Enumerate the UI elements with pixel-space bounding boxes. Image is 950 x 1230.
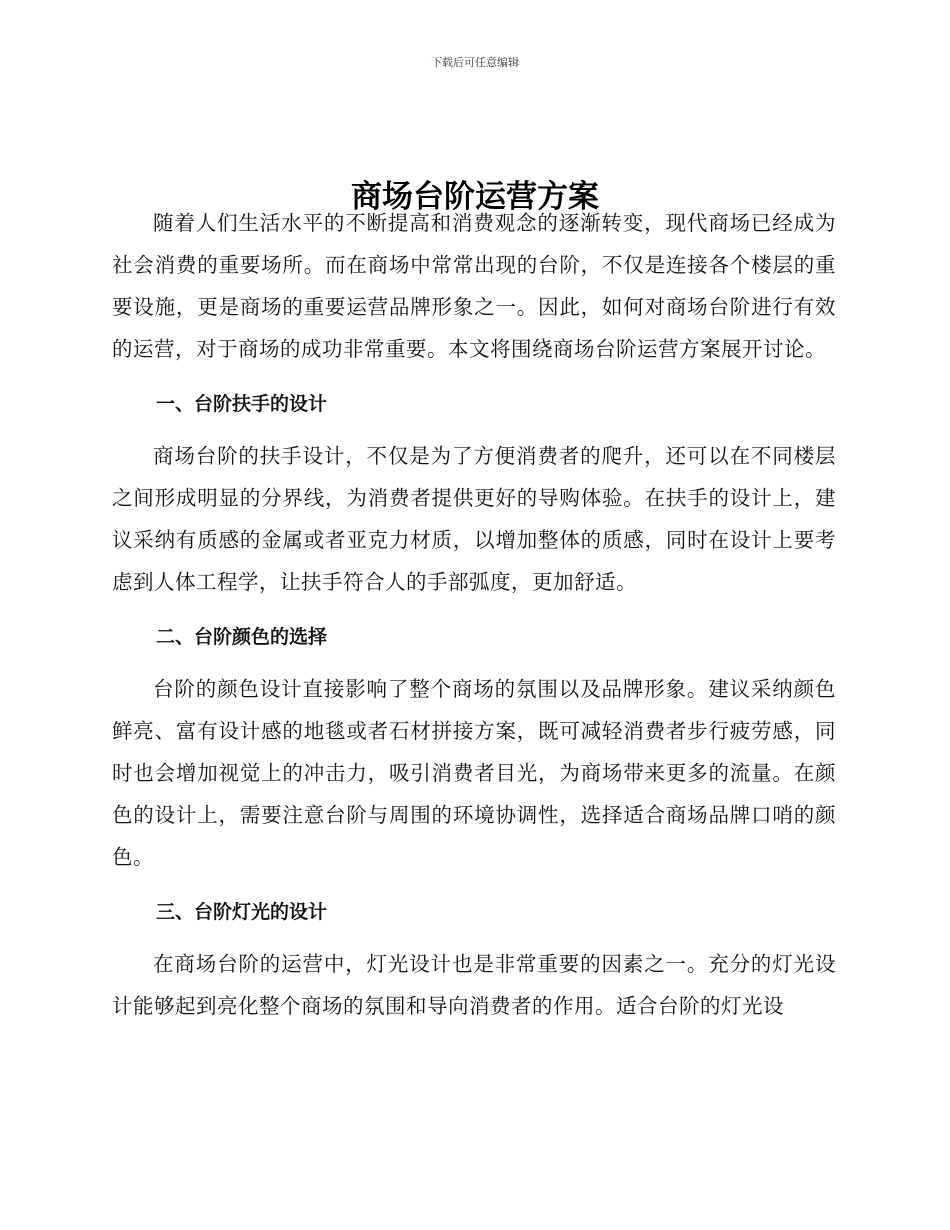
section-heading-color: 二、台阶颜色的选择 — [156, 626, 328, 648]
document-body — [112, 202, 836, 1027]
section-heading-handrail: 一、台阶扶手的设计 — [156, 393, 328, 415]
intro-paragraph: 随着人们生活水平的不断提高和消费观念的逐渐转变，现代商场已经成为社会消费的重要场所。而在商场中常常出现的台阶，不仅是连接各个楼层的重要设施，更是商场的重要运营品牌形象之一。因此，如何对商场台阶进行有效的运营，对于商场的成功非常重要。本文将围绕商场台阶运营方案展开讨论。 — [112, 211, 836, 361]
section-heading-lighting: 三、台阶灯光的设计 — [156, 901, 328, 923]
document-title: 商场台阶运营方案 — [351, 178, 599, 215]
section-body-handrail: 商场台阶的扶手设计，不仅是为了方便消费者的爬升，还可以在不同楼层之间形成明显的分界线，为消费者提供更好的导购体验。在扶手的设计上，建议采纳有质感的金属或者亚克力材质，以增加整体的质感，同时在设计上要考虑到人体工程学，让扶手符合人的手部弧度，更加舒适。 — [112, 444, 836, 594]
section-body-lighting: 在商场台阶的运营中，灯光设计也是非常重要的因素之一。充分的灯光设计能够起到亮化整个商场的氛围和导向消费者的作用。适合台阶的灯光设 — [112, 952, 836, 1018]
header-note: 下载后可任意编辑 — [431, 56, 519, 69]
section-body-color: 台阶的颜色设计直接影响了整个商场的氛围以及品牌形象。建议采纳颜色鲜亮、富有设计感的地毯或者石材拼接方案，既可减轻消费者步行疲劳感，同时也会增加视觉上的冲击力，吸引消费者目光，为商场带来更多的流量。在颜色的设计上，需要注意台阶与周围的环境协调性，选择适合商场品牌口哨的颜色。 — [112, 677, 836, 869]
